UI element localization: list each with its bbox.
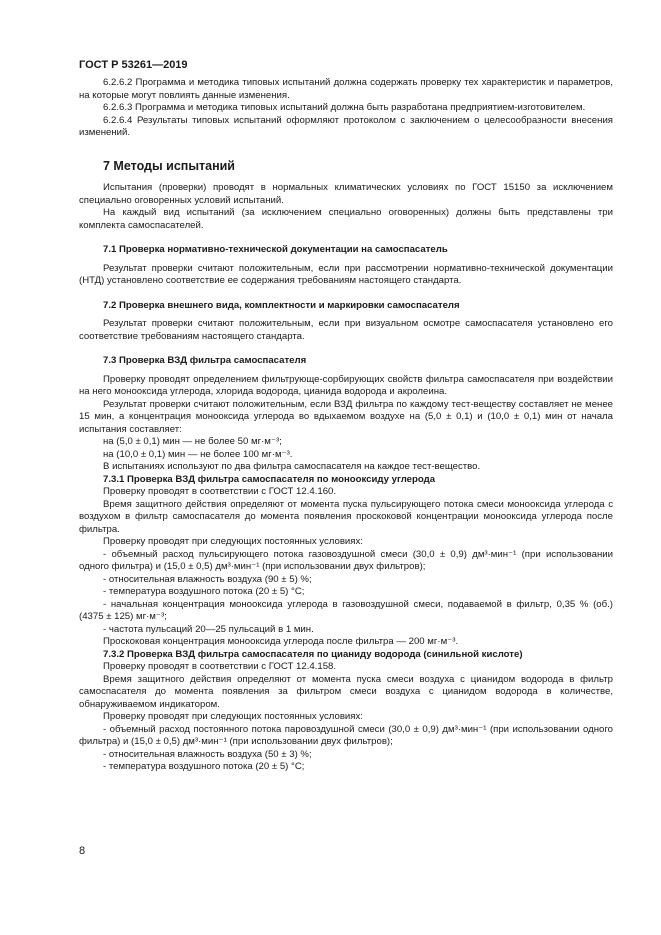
subsection-heading: 7.3 Проверка ВЗД фильтра самоспасателя [103, 355, 307, 366]
conditions-list [79, 549, 613, 637]
conditions-list [79, 724, 613, 774]
paragraph: Проскоковая концентрация монооксида углерода после фильтра — 200 мг·м⁻³. [103, 636, 459, 647]
paragraph: Проверку проводят в соответствии с ГОСТ 12.4.160. [103, 486, 337, 497]
list-item: - объемный расход постоянного потока паровоздушной смеси (30,0 ± 0,9) дм³·мин⁻¹ (при использовании одного фильтра) и (15,0 ± 0,5) дм³·мин⁻¹ (при использовании двух фильтров); [79, 723, 613, 747]
subsection-heading: 7.2 Проверка внешнего вида, комплектности и маркировки самоспасателя [103, 299, 460, 311]
list-item: - температура воздушного потока (20 ± 5) °С; [103, 586, 305, 597]
paragraph: Время защитного действия определяют от момента пуска смеси воздуха с цианидом водорода в фильтр самоспасателя до момента появления за фильтром смеси воздуха с цианидом водорода в количестве, обнаруживаемом индикатором. [79, 673, 613, 710]
paragraph: Результат проверки считают положительным, если при визуальном осмотре самоспасателя установлено его соответствие требованиям настоящего стандарта. [79, 318, 613, 342]
list-item: - относительная влажность воздуха (90 ± 5) %; [103, 573, 312, 585]
page-number: 8 [79, 845, 86, 857]
paragraph: 6.2.6.3 Программа и методика типовых испытаний должна быть разработана предприятием-изготовителем. [103, 102, 586, 113]
subsection-heading: 7.1 Проверка нормативно-технической документации на самоспасатель [103, 244, 448, 255]
paragraph: Проверку проводят при следующих постоянных условиях: [103, 536, 363, 547]
intro-block [79, 77, 613, 140]
paragraph: Время защитного действия определяют от момента пуска пульсирующего потока смеси монооксида углерода с воздухом в фильтр самоспасателя до момента появления проскоковой концентрации монооксида углерода после фильтра. [79, 498, 613, 535]
list-item: - начальная концентрация монооксида углерода в газовоздушной смеси, подаваемой в фильтр, 0,35 % (об.) (4375 ± 125) мг·м⁻³; [79, 598, 613, 622]
paragraph: Проверку проводят в соответствии с ГОСТ 12.4.158. [103, 661, 337, 672]
paragraph: 6.2.6.2 Программа и методика типовых испытаний должна содержать проверку тех характеристик и параметров, на которые могут повлиять данные изменения. [79, 77, 613, 101]
page-body [79, 77, 613, 774]
paragraph: Проверку проводят определением фильтрующе-сорбирующих свойств фильтра самоспасателя при воздействии на него монооксида углерода, хлорида водорода, цианида водорода и акролеина. [79, 373, 613, 397]
paragraph: На каждый вид испытаний (за исключением специально оговоренных) должны быть представлены три комплекта самоспасателей. [79, 207, 613, 231]
paragraph: 6.2.6.4 Результаты типовых испытаний оформляют протоколом с заключением о целесообразности внесения изменений. [79, 114, 613, 138]
list-item: - температура воздушного потока (20 ± 5) °С; [103, 761, 305, 772]
list-item: - объемный расход пульсирующего потока газовоздушной смеси (30,0 ± 0,9) дм³·мин⁻¹ (при использовании одного фильтра) и (15,0 ± 0,5) дм³·мин⁻¹ (при использовании двух фильтров); [79, 548, 613, 572]
subsubsection-heading: 7.3.1 Проверка ВЗД фильтра самоспасателя по монооксиду углерода [103, 473, 436, 485]
paragraph: Результат проверки считают положительным, если ВЗД фильтра по каждому тест-веществу составляет не менее 15 мин, а концентрация монооксида углерода во вдыхаемом воздухе на (5,0 ± 0,1) и (10,0 ± 0,1) мин от начала испытания составляет: [79, 398, 613, 435]
paragraph: Испытания (проверки) проводят в нормальных климатических условиях по ГОСТ 15150 за исключением специально оговоренных условий испытаний. [79, 182, 613, 206]
paragraph: на (5,0 ± 0,1) мин — не более 50 мг·м⁻³; [103, 436, 282, 447]
running-header: ГОСТ Р 53261—2019 [79, 59, 188, 71]
list-item: - частота пульсаций 20—25 пульсаций в 1 мин. [103, 623, 314, 635]
subsubsection-heading: 7.3.2 Проверка ВЗД фильтра самоспасателя по цианиду водорода (синильной кислоте) [103, 648, 523, 660]
paragraph: Проверку проводят при следующих постоянных условиях: [103, 711, 363, 722]
paragraph: на (10,0 ± 0,1) мин — не более 100 мг·м⁻³. [103, 448, 293, 460]
list-item: - относительная влажность воздуха (50 ± 3) %; [103, 748, 312, 760]
paragraph: Результат проверки считают положительным, если при рассмотрении нормативно-технической документации (НТД) установлено соответствие ее содержания требованиям настоящего стандарта. [79, 262, 613, 286]
paragraph: В испытаниях используют по два фильтра самоспасателя на каждое тест-вещество. [103, 461, 481, 472]
section-heading: 7 Методы испытаний [103, 158, 235, 173]
